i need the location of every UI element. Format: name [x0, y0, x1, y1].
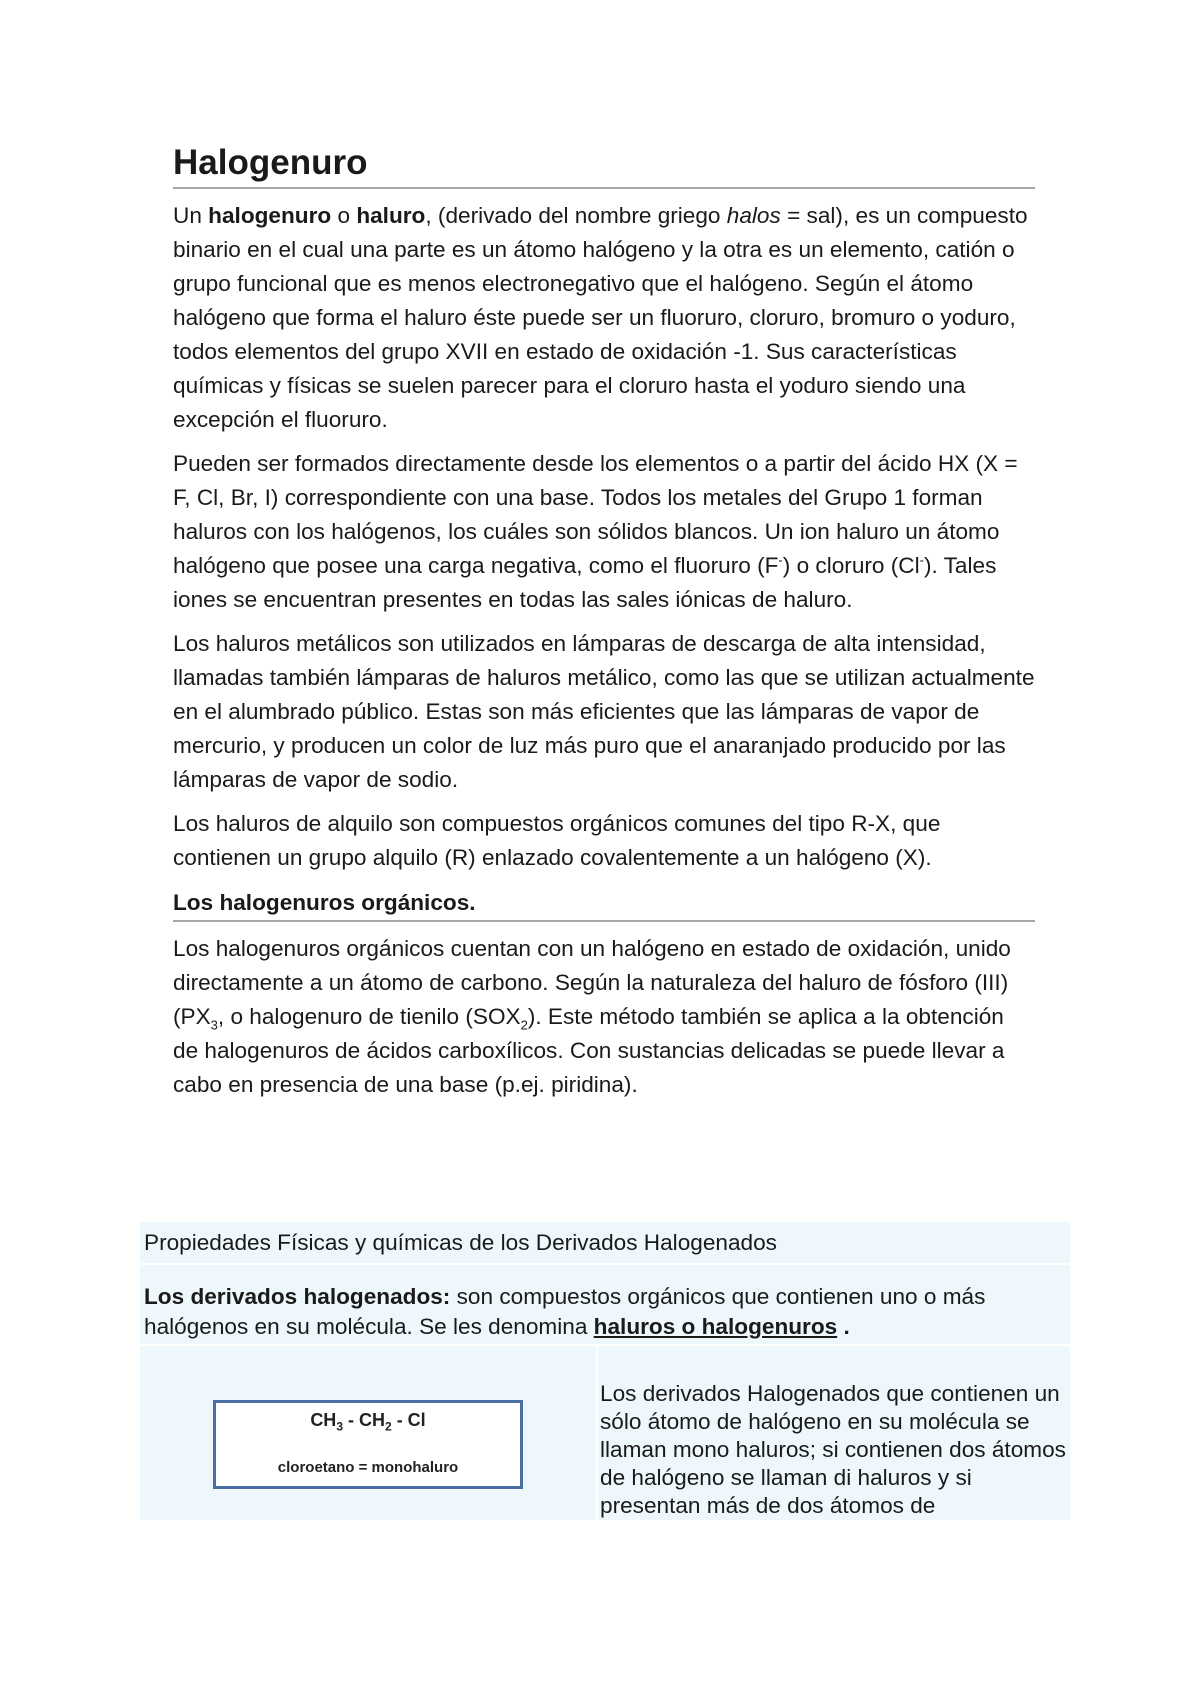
paragraph-alkyl-halides: Los haluros de alquilo son compuestos orgánicos comunes del tipo R-X, que contienen un grupo alquilo (R) enlazado covalentemente a un halógeno (X).: [173, 811, 941, 870]
chloroethane-formula: $CH_3 - CH_2$ - Cl: [310, 1410, 426, 1434]
formula-cell: [140, 1346, 596, 1520]
paragraph-formation: Pueden ser formados directamente desde los elementos o a partir del ácido HX (X = F, Cl, Br, I) correspondiente con una base. Todos los metales del Grupo 1 forman haluros con los halógenos, los cuáles son sólidos blancos. Un ion haluro un átomo halógeno que posee una carga negativa, como el fluoruro (F-) o cloruro (Cl-). Tales iones se encuentran presentes en todas las sales iónicas de haluro.: [173, 451, 1018, 612]
chloroethane-figure: [213, 1400, 523, 1489]
formula-caption: cloroetano = monohaluro: [277, 1459, 459, 1476]
haluros-link[interactable]: haluros o halogenuros: [593, 1314, 838, 1339]
box-definition: Los derivados halogenados: son compuestos orgánicos que contienen uno o más halógenos en su molécula. Se les denomina haluros o halogenuros .: [140, 1265, 1070, 1344]
box-title: Propiedades Físicas y químicas de los Derivados Halogenados: [140, 1222, 1070, 1263]
paragraph-definition: Un halogenuro o haluro, (derivado del nombre griego halos = sal), es un compuesto binario en el cual una parte es un átomo halógeno y la otra es un elemento, catión o grupo funcional que es menos electronegativo que el halógeno. Según el átomo halógeno que forma el haluro éste puede ser un fluoruro, cloruro, bromuro o yoduro, todos elementos del grupo XVII en estado de oxidación -1. Sus características químicas y físicas se suelen parecer para el cloruro hasta el yoduro siendo una excepción el fluoruro.: [173, 203, 1028, 432]
mono-haluros-text: Los derivados Halogenados que contienen un sólo átomo de halógeno en su molécula se llaman mono haluros; si contienen dos átomos de halógeno se llaman di haluros y si presentan más de dos átomos de: [598, 1346, 1070, 1520]
paragraph-metal-halides: Los haluros metálicos son utilizados en lámparas de descarga de alta intensidad, llamadas también lámparas de haluros metálico, como las que se utilizan actualmente en el alumbrado público. Estas son más eficientes que las lámparas de vapor de mercurio, y producen un color de luz más puro que el anaranjado producido por las lámparas de vapor de sodio.: [173, 631, 1035, 792]
page-title: Halogenuro: [173, 140, 1035, 189]
section-heading: Los halogenuros orgánicos.: [173, 886, 1035, 922]
article-body: [173, 140, 1035, 1102]
paragraph-organic-halides: Los halogenuros orgánicos cuentan con un halógeno en estado de oxidación, unido directamente a un átomo de carbono. Según la naturaleza del haluro de fósforo (III) ($PX_3$, o halogenuro de tienilo $(SOX_2)$. Este método también se aplica a la obtención de halogenuros de ácidos carboxílicos. Con sustancias delicadas se puede llevar a cabo en presencia de una base (p.ej. piridina).: [173, 936, 1011, 1097]
box-row: [140, 1346, 1070, 1520]
properties-box: [140, 1222, 1070, 1520]
